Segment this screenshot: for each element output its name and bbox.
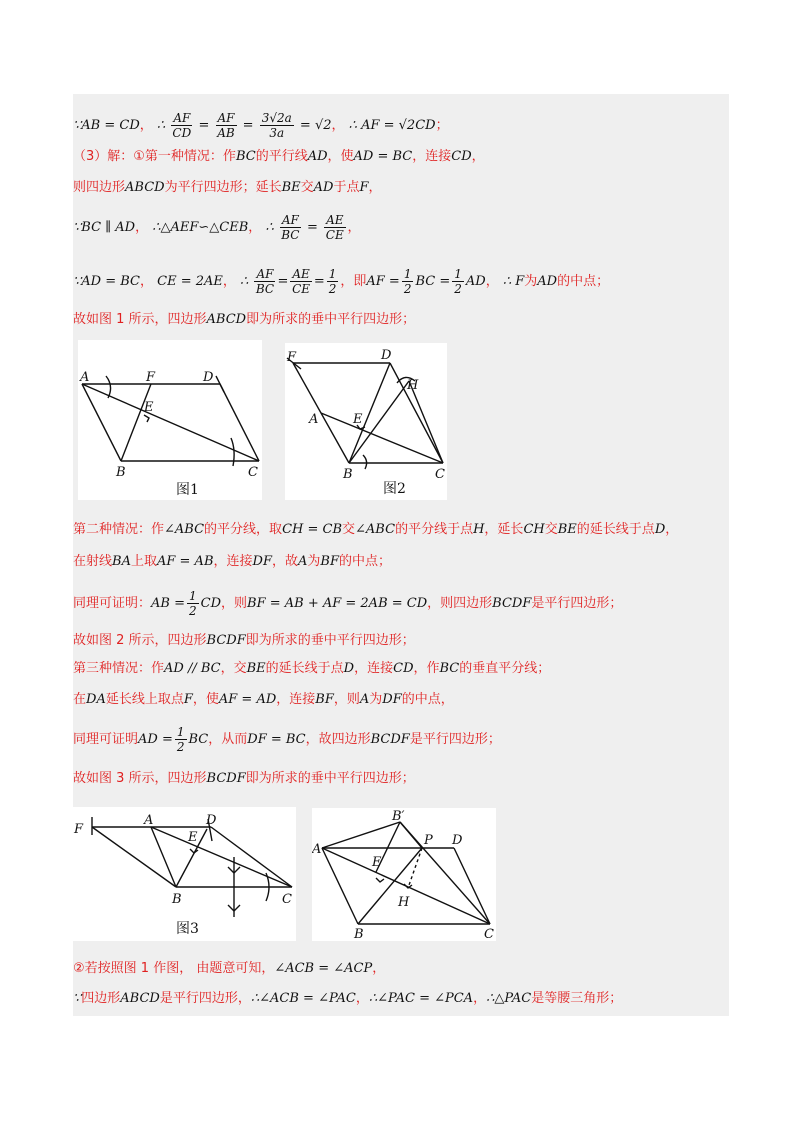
numerator: 1 [188, 589, 197, 603]
punct: ， [139, 274, 153, 289]
text: 的延长线于点 [576, 522, 655, 537]
line-13 [73, 720, 501, 760]
numerator: 1 [328, 267, 337, 281]
line-3 [73, 179, 382, 197]
numerator: 1 [403, 267, 412, 281]
math-text: BCDF [492, 596, 532, 611]
math-text: AF = AD [218, 692, 277, 707]
fig2-label-h: H [407, 378, 419, 393]
math-text: = [277, 274, 289, 289]
text: ，从而 [208, 732, 248, 747]
fig4-label-c: C [484, 927, 494, 941]
numerator: 1 [454, 267, 462, 281]
math-text: ∴ F [502, 274, 525, 289]
text: 的中点； [557, 274, 610, 289]
fraction [216, 111, 237, 140]
figure-3-caption: 图3 [176, 921, 199, 937]
math-text: ∴△AEF∽△CEB [152, 220, 249, 235]
text: 的延长线于点 [265, 661, 344, 676]
text: 的中点； [338, 554, 391, 569]
denominator: 2 [176, 740, 185, 754]
text: ，作 [413, 661, 440, 676]
math-text: = √2 [299, 118, 332, 133]
text: ，连接 [213, 554, 253, 569]
fraction [280, 213, 301, 242]
text: 交 [544, 522, 558, 537]
text: 交 [342, 522, 356, 537]
fig2-label-a: A [309, 412, 319, 427]
line-6 [73, 311, 415, 329]
text: 第三种情况：作 [73, 661, 165, 676]
math-text: = [307, 220, 318, 235]
figure-2 [285, 343, 447, 500]
math-text: BA [112, 554, 131, 569]
fig1-label-d: D [203, 370, 214, 385]
math-text: ∴ AF = √2CD [348, 118, 436, 133]
math-text: F [359, 180, 369, 195]
punct: ， [248, 220, 262, 235]
math-text: DF [382, 692, 402, 707]
numerator: 1 [176, 725, 185, 739]
math-text: ∠ABC [164, 522, 205, 537]
fig3-label-e: E [188, 830, 198, 845]
math-text: ∵AB = CD [73, 118, 140, 133]
math-text: = [242, 118, 254, 133]
text: 为 [524, 274, 538, 289]
text: ，延长 [484, 522, 524, 537]
math-text: A [297, 554, 308, 569]
punct: ， [347, 220, 361, 235]
line-12 [73, 691, 454, 709]
fraction [402, 267, 414, 296]
text: 的垂直平分线； [459, 661, 551, 676]
fig1-label-c: C [248, 465, 258, 480]
text: ， [471, 149, 485, 164]
text: 为 [307, 554, 321, 569]
text: （3）解：①第一种情况：作 [73, 149, 236, 164]
text: ，使 [192, 692, 219, 707]
math-text: ∴ [265, 220, 274, 235]
figure-3-svg [72, 807, 296, 941]
figure-2-caption: 图2 [383, 481, 406, 497]
text: 的中点， [401, 692, 454, 707]
math-text: BF [315, 692, 334, 707]
text: ，连接 [354, 661, 394, 676]
denominator: 3a [269, 126, 285, 140]
text: 故如图 1 所示，四边形 [73, 312, 207, 327]
math-text: AD = BC [353, 149, 413, 164]
fig3-label-b: B [172, 892, 182, 907]
fraction [452, 267, 464, 296]
fig4-label-bprime: B′ [392, 809, 405, 824]
line-14 [73, 770, 415, 788]
fig1-label-b: B [116, 465, 126, 480]
line-9 [73, 584, 622, 624]
text: 为 [369, 692, 383, 707]
math-text: AD // BC [164, 661, 221, 676]
text: 即为所求的垂中平行四边形； [245, 771, 415, 786]
numerator: AE [326, 213, 344, 227]
text: 上取 [130, 554, 157, 569]
text: ， [368, 180, 382, 195]
math-text: D [343, 661, 355, 676]
fig2-label-c: C [435, 467, 445, 482]
numerator: AF [217, 111, 235, 125]
fig2-label-d: D [381, 348, 392, 363]
line-7 [73, 521, 678, 539]
math-text: ∵ [73, 991, 82, 1006]
text: 故如图 3 所示，四边形 [73, 771, 207, 786]
text: 同理可证明： [73, 596, 152, 611]
text: 为平行四边形；延长 [164, 180, 282, 195]
math-text: BCDF [206, 771, 246, 786]
denominator: 2 [188, 604, 197, 618]
text: 是平行四边形， [159, 991, 251, 1006]
fraction [175, 725, 187, 754]
math-text: AD [465, 274, 486, 289]
math-text: AF = [366, 274, 400, 289]
math-text: BF [320, 554, 339, 569]
math-text: BC [235, 149, 256, 164]
fig2-label-e: E [353, 412, 363, 427]
text: 于点 [333, 180, 360, 195]
fig3-label-d: D [206, 813, 217, 828]
fig1-label-a: A [80, 370, 90, 385]
fig1-label-f: F [146, 370, 156, 385]
punct: ， [473, 991, 487, 1006]
numerator: AF [281, 213, 299, 227]
math-text: ∴△PAC [486, 991, 532, 1006]
text: 延长线上取点 [105, 692, 184, 707]
numerator: 3√2a [261, 111, 292, 125]
text: ，连接 [276, 692, 316, 707]
text: 第二种情况：作 [73, 522, 165, 537]
math-text: ABCD [125, 180, 165, 195]
figure-1-caption: 图1 [176, 482, 199, 498]
numerator: AF [173, 111, 191, 125]
denominator: BC [255, 282, 275, 296]
math-text: AD [307, 149, 328, 164]
denominator: BC [281, 228, 300, 242]
math-text: AD [537, 274, 558, 289]
math-text: AD [313, 180, 334, 195]
text: 同理可证明 [73, 732, 139, 747]
math-text: DF [252, 554, 272, 569]
text: 是平行四边形； [531, 596, 623, 611]
math-text: CE = 2AE [157, 274, 223, 289]
math-text: ∴∠PAC = ∠PCA [368, 991, 474, 1006]
text: ，使 [327, 149, 354, 164]
math-text: ∴∠ACB = ∠PAC [250, 991, 356, 1006]
text: 是等腰三角形； [531, 991, 623, 1006]
fig4-label-h: H [398, 895, 410, 910]
math-text: CH [523, 522, 545, 537]
line-11 [73, 660, 550, 678]
line-15 [73, 960, 385, 978]
math-text: = [198, 118, 210, 133]
fraction [327, 267, 339, 296]
line-16 [73, 990, 622, 1008]
fig1-label-e: E [144, 400, 154, 415]
text: 即为所求的垂中平行四边形； [245, 633, 415, 648]
text: 故如图 2 所示，四边形 [73, 633, 207, 648]
text: 即为所求的垂中平行四边形； [246, 312, 416, 327]
text: 在射线 [73, 554, 113, 569]
denominator: CD [172, 126, 192, 140]
text: ，则 [333, 692, 360, 707]
math-text: CD [393, 661, 414, 676]
punct: ， [222, 274, 236, 289]
math-text: ∠ACB = ∠ACP [274, 961, 373, 976]
math-text: BCDF [206, 633, 246, 648]
denominator: 2 [403, 282, 412, 296]
text: ， [665, 522, 679, 537]
punct: ， [135, 220, 149, 235]
denominator: 2 [328, 282, 337, 296]
math-text: BC [439, 661, 460, 676]
text: 在 [73, 692, 87, 707]
text: 四边形 [81, 991, 121, 1006]
text: ，交 [220, 661, 247, 676]
figure-4 [312, 808, 496, 941]
math-text: D [654, 522, 666, 537]
fraction [290, 267, 311, 296]
denominator: CE [325, 228, 344, 242]
text: 的平分线，取 [204, 522, 283, 537]
math-text: A [359, 692, 370, 707]
text: ，故四边形 [305, 732, 371, 747]
denominator: CE [292, 282, 311, 296]
figure-2-svg [285, 343, 447, 500]
math-text: AB = [151, 596, 185, 611]
math-text: H [473, 522, 485, 537]
numerator: AE [292, 267, 310, 281]
math-text: AF = AB [156, 554, 214, 569]
text: ， [372, 961, 386, 976]
punct: ， [331, 118, 345, 133]
text: ②若按照图 1 作图， 由题意可知， [73, 961, 275, 976]
math-text: CD [200, 596, 221, 611]
figure-4-svg [312, 808, 496, 941]
math-text: CD [451, 149, 472, 164]
math-text: DA [86, 692, 106, 707]
text: 是平行四边形； [409, 732, 501, 747]
math-text: BC [188, 732, 209, 747]
numerator: AF [256, 267, 274, 281]
text: 的平行线 [255, 149, 308, 164]
math-text: CH = CB [282, 522, 343, 537]
math-text: ∵AD = BC [73, 274, 140, 289]
math-text: ∴ [240, 274, 249, 289]
text: 交 [300, 180, 314, 195]
fig3-label-a: A [144, 813, 154, 828]
fig2-label-b: B [343, 467, 353, 482]
line-8 [73, 553, 391, 571]
denominator: 2 [454, 282, 462, 296]
math-text: BC = [415, 274, 451, 289]
fig3-label-f: F [74, 822, 84, 837]
text: ，则 [221, 596, 248, 611]
punct: ； [435, 118, 449, 133]
line-1 [73, 104, 449, 148]
denominator: AB [217, 126, 235, 140]
line-10 [73, 632, 415, 650]
fig2-label-f: F [287, 350, 297, 365]
punct: ， [355, 991, 369, 1006]
math-text: ∵BC ∥ AD [73, 220, 136, 235]
math-text: BE [281, 180, 301, 195]
text: ，即 [340, 274, 367, 289]
math-text: ABCD [120, 991, 160, 1006]
math-text: BE [557, 522, 577, 537]
text: ，连接 [412, 149, 452, 164]
math-text: BE [246, 661, 266, 676]
punct: ， [139, 118, 153, 133]
math-text: F [183, 692, 193, 707]
fraction [187, 589, 199, 618]
figure-1 [78, 340, 262, 500]
fig4-label-e: E [372, 855, 382, 870]
line-2 [73, 148, 485, 166]
text: 则四边形 [73, 180, 126, 195]
text: ， [485, 274, 499, 289]
math-text: BCDF [370, 732, 410, 747]
math-text: ABCD [206, 312, 247, 327]
text: ，故 [271, 554, 298, 569]
text: ，则四边形 [427, 596, 493, 611]
fraction [254, 267, 275, 296]
figure-3 [72, 807, 296, 941]
math-text: = [313, 274, 325, 289]
math-text: AD = [138, 732, 173, 747]
line-4 [73, 206, 361, 250]
math-text: ∠ABC [355, 522, 396, 537]
fig3-label-c: C [282, 892, 292, 907]
fig4-label-b: B [354, 927, 364, 941]
fraction [171, 111, 192, 140]
fraction [324, 213, 345, 242]
text: 的平分线于点 [395, 522, 474, 537]
fig4-label-a: A [312, 842, 322, 857]
fig4-label-d: D [452, 833, 463, 848]
math-text: ∴ [156, 118, 166, 133]
line-5 [73, 260, 609, 304]
fraction [260, 111, 294, 140]
math-text: BF = AB + AF = 2AB = CD [247, 596, 428, 611]
math-text: DF = BC [247, 732, 306, 747]
figure-1-svg [78, 340, 262, 500]
fig4-label-p: P [424, 833, 433, 848]
